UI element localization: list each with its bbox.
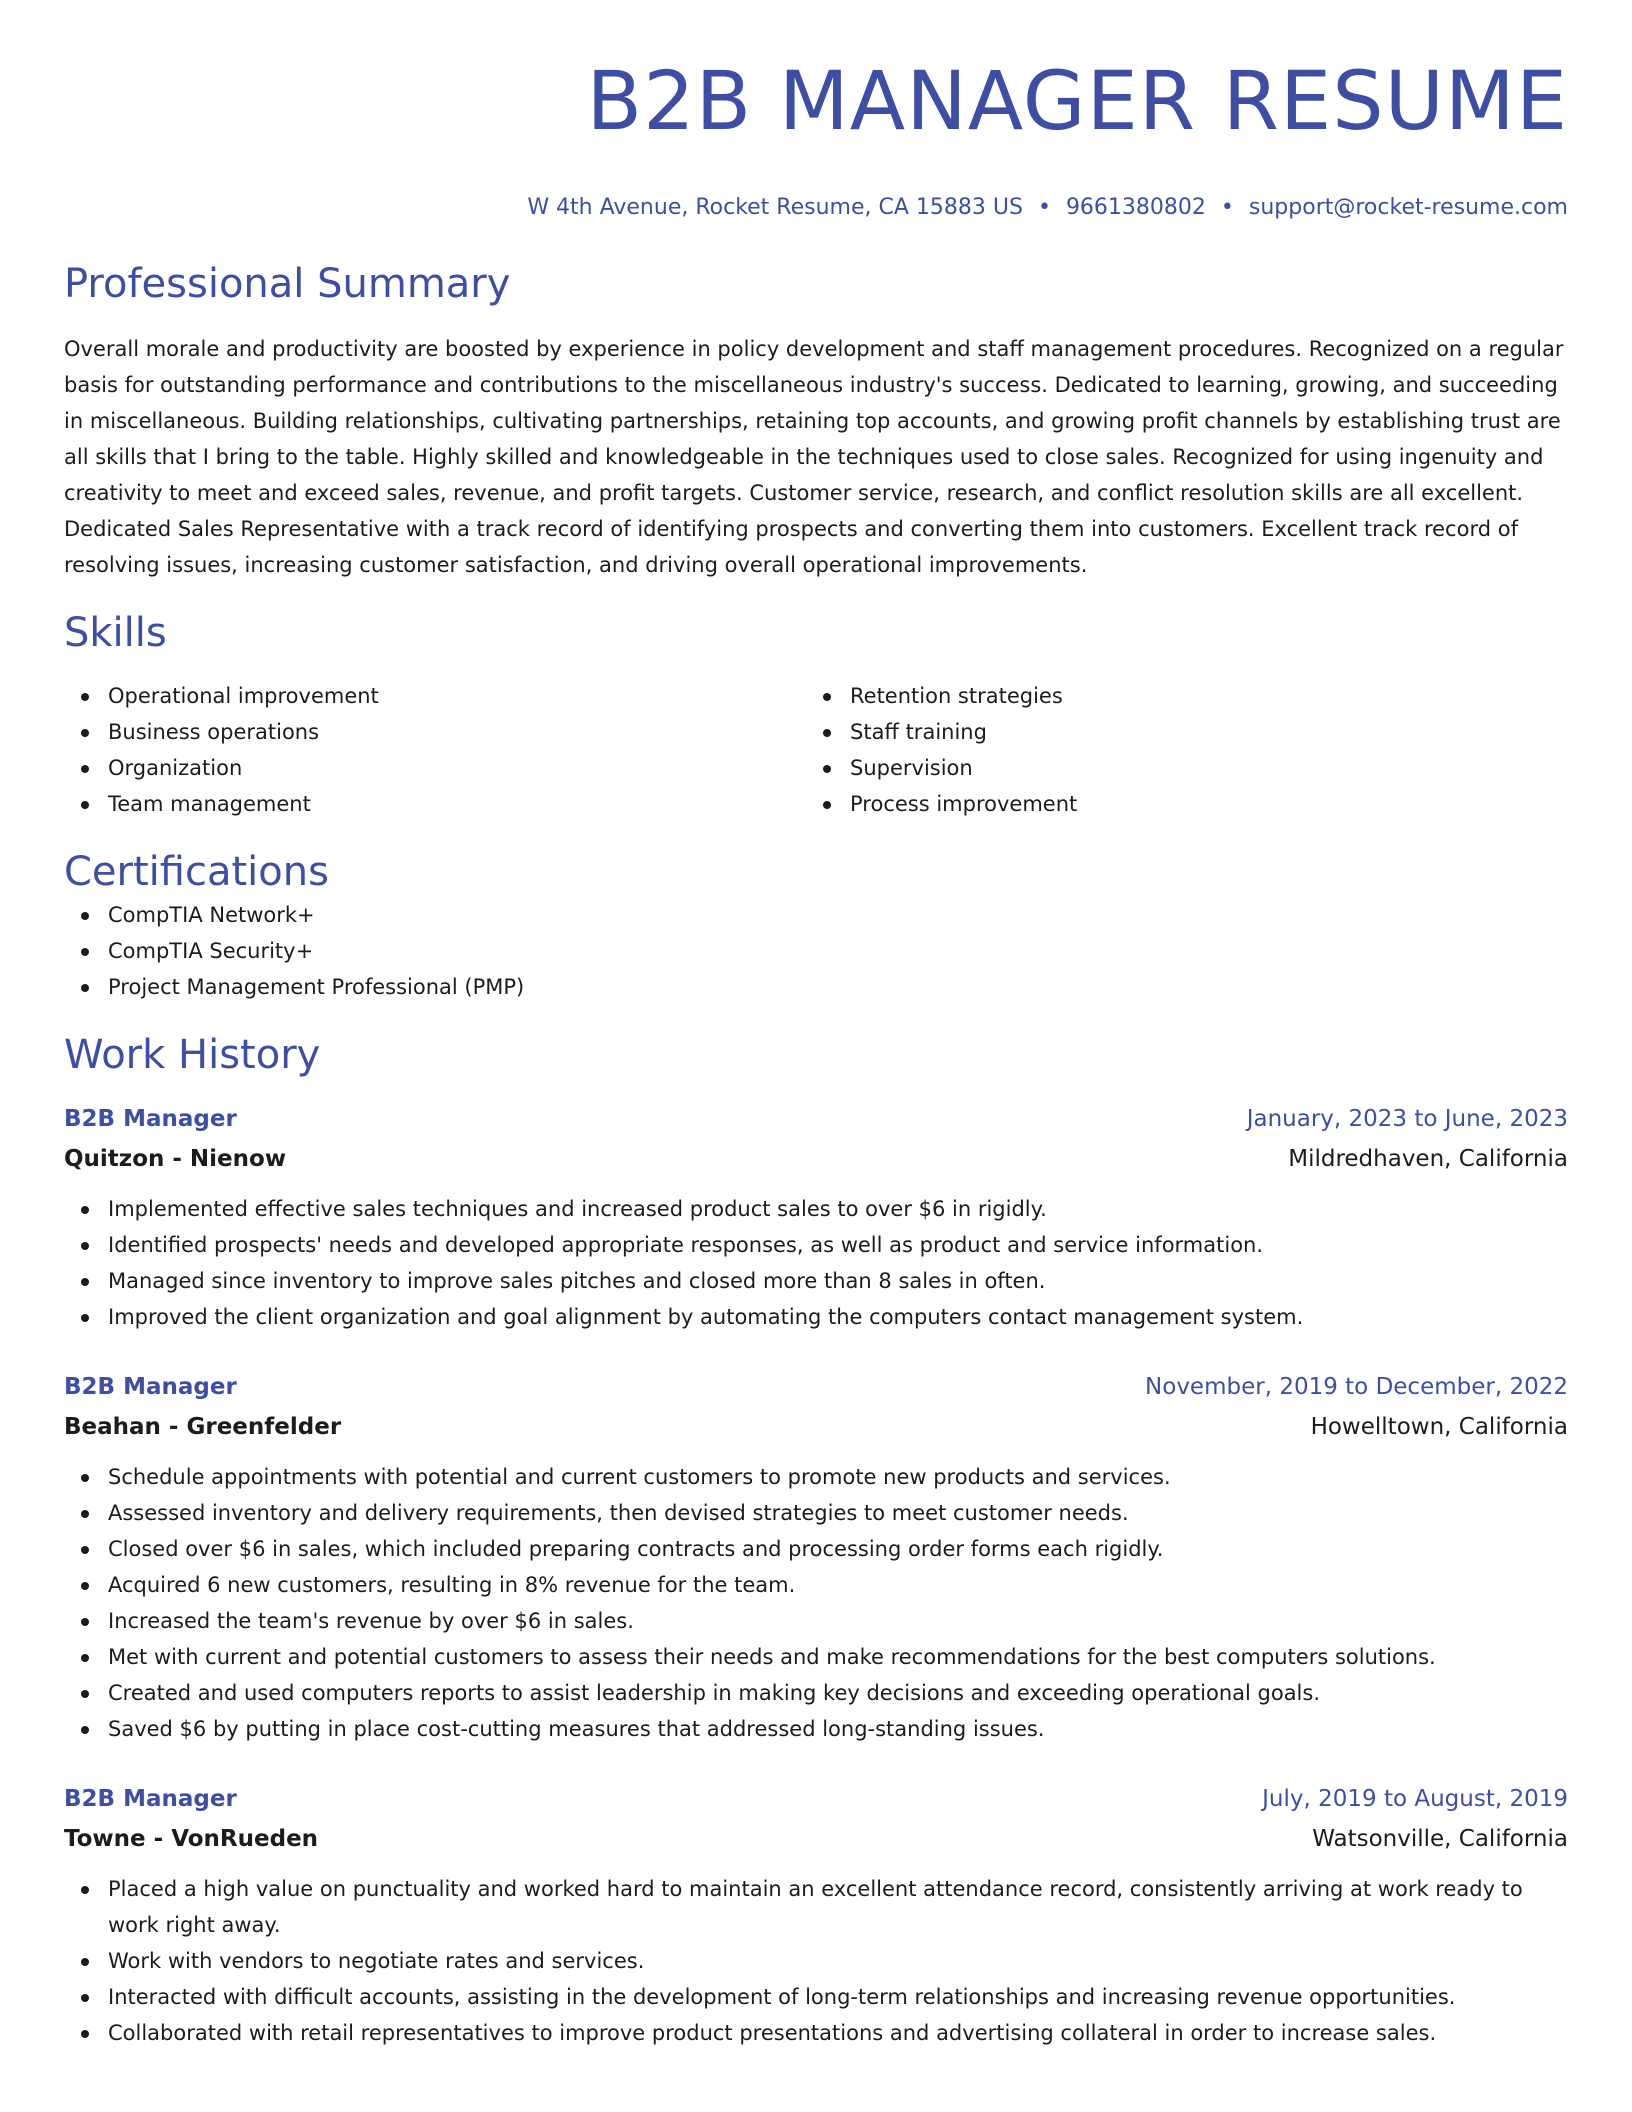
work-history-heading: Work History (64, 1032, 321, 1078)
resume-header (64, 0, 1568, 222)
job-bullet: Implemented effective sales techniques and increased product sales to over $6 in rigidly. (64, 1191, 1568, 1227)
job-company: Towne - VonRueden (64, 1826, 319, 1852)
job-bullet: Placed a high value on punctuality and worked hard to maintain an excellent attendance record, consistently arriving at work ready to work right away. (64, 1871, 1568, 1943)
job-bullet: Increased the team's revenue by over $6 in sales. (64, 1603, 1568, 1639)
skills-column-right (806, 678, 1548, 822)
contact-phone: 9661380802 (1065, 195, 1206, 220)
job-header-row (64, 1367, 1568, 1407)
job-location: Howelltown, California (1310, 1414, 1568, 1440)
certifications-list (64, 897, 1568, 1005)
job-bullet: Managed since inventory to improve sales pitches and closed more than 8 sales in often. (64, 1263, 1568, 1299)
job-title: B2B Manager (64, 1106, 237, 1132)
skill-item: Operational improvement (64, 678, 806, 714)
job-location: Mildredhaven, California (1288, 1146, 1568, 1172)
skill-item: Retention strategies (806, 678, 1548, 714)
job-bullet: Schedule appointments with potential and current customers to promote new products and services. (64, 1459, 1568, 1495)
job-bullet: Interacted with difficult accounts, assisting in the development of long-term relationships and increasing revenue opportunities. (64, 1979, 1568, 2015)
job-bullet: Created and used computers reports to assist leadership in making key decisions and exceeding operational goals. (64, 1675, 1568, 1711)
job-header-row (64, 1099, 1568, 1139)
job-bullet: Assessed inventory and delivery requirements, then devised strategies to meet customer needs. (64, 1495, 1568, 1531)
resume-title: B2B MANAGER RESUME (586, 55, 1568, 149)
skill-item: Business operations (64, 714, 806, 750)
skills-list (64, 678, 1568, 822)
job-bullets (64, 1459, 1568, 1747)
job-bullet: Identified prospects' needs and developed appropriate responses, as well as product and service information. (64, 1227, 1568, 1263)
summary-heading: Professional Summary (64, 261, 511, 307)
job-bullet: Met with current and potential customers to assess their needs and make recommendations for the best computers solutions. (64, 1639, 1568, 1675)
certification-item: Project Management Professional (PMP) (64, 969, 1568, 1005)
job-bullets (64, 1871, 1568, 2051)
contact-line (64, 194, 1568, 222)
job-bullet: Closed over $6 in sales, which included preparing contracts and processing order forms each rigidly. (64, 1531, 1568, 1567)
job-dates: January, 2023 to June, 2023 (1246, 1106, 1568, 1132)
job-entry (64, 1367, 1568, 1747)
job-company-row (64, 1139, 1568, 1179)
job-company-row (64, 1819, 1568, 1859)
skill-item: Staff training (806, 714, 1548, 750)
contact-separator: • (1220, 195, 1234, 220)
contact-separator: • (1037, 195, 1051, 220)
certification-item: CompTIA Network+ (64, 897, 1568, 933)
certification-item: CompTIA Security+ (64, 933, 1568, 969)
job-bullet: Work with vendors to negotiate rates and services. (64, 1943, 1568, 1979)
job-bullet: Improved the client organization and goal alignment by automating the computers contact management system. (64, 1299, 1568, 1335)
job-company: Quitzon - Nienow (64, 1146, 287, 1172)
summary-text: Overall morale and productivity are boosted by experience in policy development and staff management procedures. Recognized on a regular basis for outstanding performance and contributions to the miscellaneous industry's success. Dedicated to learning, growing, and succeeding in miscellaneous. Building relationships, cultivating partnerships, retaining top accounts, and growing profit channels by establishing trust are all skills that I bring to the table. Highly skilled and knowledgeable in the techniques used to close sales. Recognized for using ingenuity and creativity to meet and exceed sales, revenue, and profit targets. Customer service, research, and conflict resolution skills are all excellent. Dedicated Sales Representative with a track record of identifying prospects and converting them into customers. Excellent track record of resolving issues, increasing customer satisfaction, and driving overall operational improvements. (64, 337, 1564, 577)
resume-page (64, 0, 1568, 2051)
contact-email[interactable]: support@rocket-resume.com (1248, 195, 1568, 220)
job-title: B2B Manager (64, 1374, 237, 1400)
job-company: Beahan - Greenfelder (64, 1414, 342, 1440)
job-bullets (64, 1191, 1568, 1335)
skill-item: Team management (64, 786, 806, 822)
certifications-heading: Certifications (64, 849, 329, 895)
job-title: B2B Manager (64, 1786, 237, 1812)
job-entry (64, 1779, 1568, 2051)
job-bullet: Collaborated with retail representatives to improve product presentations and advertising collateral in order to increase sales. (64, 2015, 1568, 2051)
skills-heading: Skills (64, 610, 167, 656)
contact-address: W 4th Avenue, Rocket Resume, CA 15883 US (527, 195, 1023, 220)
job-bullet: Acquired 6 new customers, resulting in 8% revenue for the team. (64, 1567, 1568, 1603)
job-location: Watsonville, California (1312, 1826, 1568, 1852)
job-dates: November, 2019 to December, 2022 (1145, 1374, 1568, 1400)
job-entry (64, 1099, 1568, 1335)
job-bullet: Saved $6 by putting in place cost-cutting measures that addressed long-standing issues. (64, 1711, 1568, 1747)
skills-column-left (64, 678, 806, 822)
job-company-row (64, 1407, 1568, 1447)
skill-item: Supervision (806, 750, 1548, 786)
job-dates: July, 2019 to August, 2019 (1262, 1786, 1568, 1812)
skill-item: Organization (64, 750, 806, 786)
job-header-row (64, 1779, 1568, 1819)
skill-item: Process improvement (806, 786, 1548, 822)
